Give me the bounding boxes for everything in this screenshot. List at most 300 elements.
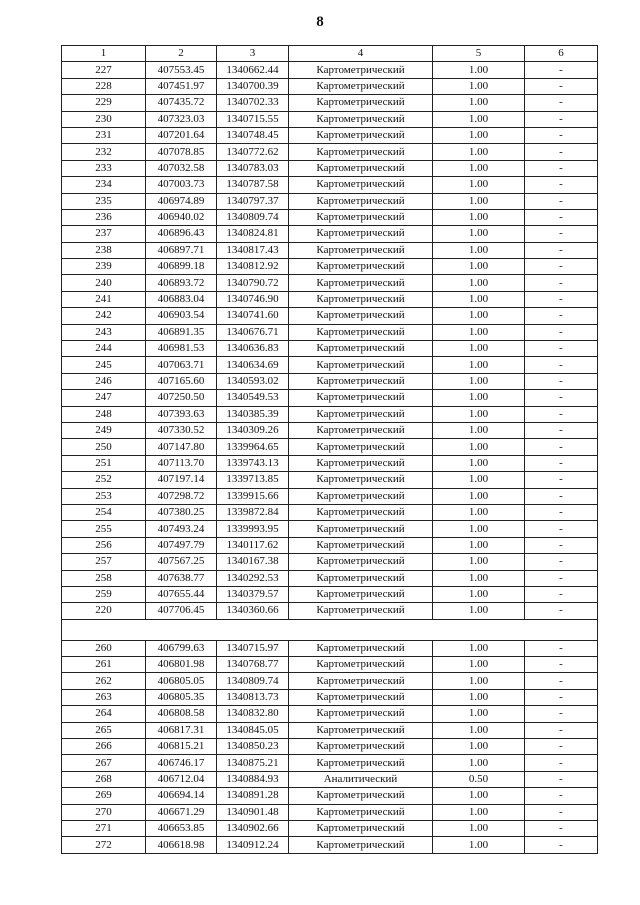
point-number-cell: 272 <box>62 837 146 853</box>
point-number-cell: 243 <box>62 324 146 340</box>
table-row <box>62 177 598 193</box>
table-header <box>62 46 598 62</box>
point-number-cell: 228 <box>62 78 146 94</box>
x-coordinate-cell: 407706.45 <box>146 603 217 619</box>
method-cell: Картометрический <box>289 504 433 520</box>
description-cell: - <box>525 324 598 340</box>
point-number-cell: 229 <box>62 95 146 111</box>
x-coordinate-cell: 407380.25 <box>146 504 217 520</box>
y-coordinate-cell: 1340813.73 <box>217 689 289 705</box>
x-coordinate-cell: 407165.60 <box>146 373 217 389</box>
method-cell: Картометрический <box>289 570 433 586</box>
description-cell: - <box>525 160 598 176</box>
y-coordinate-cell: 1340845.05 <box>217 722 289 738</box>
x-coordinate-cell: 406712.04 <box>146 771 217 787</box>
accuracy-cell: 1.00 <box>433 406 525 422</box>
description-cell: - <box>525 706 598 722</box>
column-header-method: 4 <box>289 46 433 62</box>
point-number-cell: 220 <box>62 603 146 619</box>
accuracy-cell: 1.00 <box>433 144 525 160</box>
method-cell: Картометрический <box>289 373 433 389</box>
method-cell: Картометрический <box>289 722 433 738</box>
accuracy-cell: 1.00 <box>433 673 525 689</box>
table-row <box>62 209 598 225</box>
header-row <box>62 46 598 62</box>
table-row <box>62 837 598 853</box>
table-row <box>62 455 598 471</box>
method-cell: Картометрический <box>289 357 433 373</box>
accuracy-cell: 1.00 <box>433 586 525 602</box>
x-coordinate-cell: 407197.14 <box>146 472 217 488</box>
y-coordinate-cell: 1340912.24 <box>217 837 289 853</box>
point-number-cell: 255 <box>62 521 146 537</box>
accuracy-cell: 0.50 <box>433 771 525 787</box>
point-number-cell: 269 <box>62 788 146 804</box>
method-cell: Картометрический <box>289 603 433 619</box>
point-number-cell: 263 <box>62 689 146 705</box>
x-coordinate-cell: 407393.63 <box>146 406 217 422</box>
accuracy-cell: 1.00 <box>433 739 525 755</box>
method-cell: Картометрический <box>289 275 433 291</box>
method-cell: Картометрический <box>289 177 433 193</box>
table-row <box>62 472 598 488</box>
table-row <box>62 160 598 176</box>
description-cell: - <box>525 308 598 324</box>
method-cell: Картометрический <box>289 390 433 406</box>
method-cell: Картометрический <box>289 837 433 853</box>
method-cell: Картометрический <box>289 706 433 722</box>
table-row <box>62 771 598 787</box>
x-coordinate-cell: 407638.77 <box>146 570 217 586</box>
point-number-cell: 256 <box>62 537 146 553</box>
accuracy-cell: 1.00 <box>433 390 525 406</box>
description-cell: - <box>525 357 598 373</box>
description-cell: - <box>525 341 598 357</box>
table-row <box>62 804 598 820</box>
table-row <box>62 739 598 755</box>
y-coordinate-cell: 1340748.45 <box>217 127 289 143</box>
table-row <box>62 226 598 242</box>
accuracy-cell: 1.00 <box>433 95 525 111</box>
column-header-description: 6 <box>525 46 598 62</box>
description-cell: - <box>525 504 598 520</box>
point-number-cell: 227 <box>62 62 146 78</box>
accuracy-cell: 1.00 <box>433 177 525 193</box>
description-cell: - <box>525 657 598 673</box>
table-row <box>62 657 598 673</box>
section-separator-cell <box>62 619 598 640</box>
table-row <box>62 586 598 602</box>
x-coordinate-cell: 406815.21 <box>146 739 217 755</box>
description-cell: - <box>525 226 598 242</box>
point-number-cell: 247 <box>62 390 146 406</box>
accuracy-cell: 1.00 <box>433 193 525 209</box>
column-header-x-coordinate: 2 <box>146 46 217 62</box>
x-coordinate-cell: 407113.70 <box>146 455 217 471</box>
method-cell: Картометрический <box>289 111 433 127</box>
point-number-cell: 244 <box>62 341 146 357</box>
y-coordinate-cell: 1340884.93 <box>217 771 289 787</box>
table-row <box>62 554 598 570</box>
method-cell: Картометрический <box>289 554 433 570</box>
accuracy-cell: 1.00 <box>433 657 525 673</box>
y-coordinate-cell: 1340817.43 <box>217 242 289 258</box>
description-cell: - <box>525 127 598 143</box>
point-number-cell: 246 <box>62 373 146 389</box>
description-cell: - <box>525 111 598 127</box>
table-row <box>62 95 598 111</box>
y-coordinate-cell: 1340715.55 <box>217 111 289 127</box>
y-coordinate-cell: 1339743.13 <box>217 455 289 471</box>
y-coordinate-cell: 1340797.37 <box>217 193 289 209</box>
method-cell: Картометрический <box>289 804 433 820</box>
y-coordinate-cell: 1340812.92 <box>217 259 289 275</box>
method-cell: Картометрический <box>289 455 433 471</box>
table-row <box>62 706 598 722</box>
y-coordinate-cell: 1340700.39 <box>217 78 289 94</box>
x-coordinate-cell: 406981.53 <box>146 341 217 357</box>
y-coordinate-cell: 1340385.39 <box>217 406 289 422</box>
method-cell: Картометрический <box>289 673 433 689</box>
description-cell: - <box>525 242 598 258</box>
accuracy-cell: 1.00 <box>433 788 525 804</box>
x-coordinate-cell: 407003.73 <box>146 177 217 193</box>
table-body <box>62 62 598 853</box>
accuracy-cell: 1.00 <box>433 127 525 143</box>
table-row <box>62 488 598 504</box>
accuracy-cell: 1.00 <box>433 357 525 373</box>
y-coordinate-cell: 1340875.21 <box>217 755 289 771</box>
description-cell: - <box>525 488 598 504</box>
point-number-cell: 268 <box>62 771 146 787</box>
y-coordinate-cell: 1340746.90 <box>217 291 289 307</box>
y-coordinate-cell: 1340741.60 <box>217 308 289 324</box>
x-coordinate-cell: 407553.45 <box>146 62 217 78</box>
method-cell: Картометрический <box>289 488 433 504</box>
table-row <box>62 127 598 143</box>
point-number-cell: 261 <box>62 657 146 673</box>
y-coordinate-cell: 1340783.03 <box>217 160 289 176</box>
table-row <box>62 537 598 553</box>
table-row <box>62 275 598 291</box>
method-cell: Картометрический <box>289 324 433 340</box>
point-number-cell: 253 <box>62 488 146 504</box>
table-row <box>62 788 598 804</box>
accuracy-cell: 1.00 <box>433 242 525 258</box>
accuracy-cell: 1.00 <box>433 537 525 553</box>
x-coordinate-cell: 406653.85 <box>146 820 217 836</box>
point-number-cell: 245 <box>62 357 146 373</box>
point-number-cell: 265 <box>62 722 146 738</box>
accuracy-cell: 1.00 <box>433 111 525 127</box>
description-cell: - <box>525 554 598 570</box>
method-cell: Аналитический <box>289 771 433 787</box>
point-number-cell: 271 <box>62 820 146 836</box>
description-cell: - <box>525 521 598 537</box>
x-coordinate-cell: 407298.72 <box>146 488 217 504</box>
table-row <box>62 324 598 340</box>
point-number-cell: 240 <box>62 275 146 291</box>
accuracy-cell: 1.00 <box>433 373 525 389</box>
y-coordinate-cell: 1340702.33 <box>217 95 289 111</box>
description-cell: - <box>525 537 598 553</box>
table-row <box>62 357 598 373</box>
point-number-cell: 236 <box>62 209 146 225</box>
method-cell: Картометрический <box>289 689 433 705</box>
table-row <box>62 390 598 406</box>
y-coordinate-cell: 1339872.84 <box>217 504 289 520</box>
y-coordinate-cell: 1340809.74 <box>217 209 289 225</box>
x-coordinate-cell: 407655.44 <box>146 586 217 602</box>
x-coordinate-cell: 406805.05 <box>146 673 217 689</box>
accuracy-cell: 1.00 <box>433 804 525 820</box>
y-coordinate-cell: 1340850.23 <box>217 739 289 755</box>
description-cell: - <box>525 373 598 389</box>
point-number-cell: 233 <box>62 160 146 176</box>
y-coordinate-cell: 1340715.97 <box>217 640 289 656</box>
x-coordinate-cell: 406891.35 <box>146 324 217 340</box>
y-coordinate-cell: 1340292.53 <box>217 570 289 586</box>
y-coordinate-cell: 1340901.48 <box>217 804 289 820</box>
table-row <box>62 406 598 422</box>
coordinates-table <box>61 45 598 854</box>
accuracy-cell: 1.00 <box>433 820 525 836</box>
method-cell: Картометрический <box>289 78 433 94</box>
x-coordinate-cell: 407451.97 <box>146 78 217 94</box>
y-coordinate-cell: 1340636.83 <box>217 341 289 357</box>
x-coordinate-cell: 406817.31 <box>146 722 217 738</box>
accuracy-cell: 1.00 <box>433 706 525 722</box>
table-row <box>62 689 598 705</box>
accuracy-cell: 1.00 <box>433 521 525 537</box>
accuracy-cell: 1.00 <box>433 62 525 78</box>
description-cell: - <box>525 209 598 225</box>
method-cell: Картометрический <box>289 788 433 804</box>
table-row <box>62 373 598 389</box>
method-cell: Картометрический <box>289 521 433 537</box>
x-coordinate-cell: 406805.35 <box>146 689 217 705</box>
accuracy-cell: 1.00 <box>433 504 525 520</box>
method-cell: Картометрический <box>289 242 433 258</box>
accuracy-cell: 1.00 <box>433 570 525 586</box>
x-coordinate-cell: 407147.80 <box>146 439 217 455</box>
accuracy-cell: 1.00 <box>433 439 525 455</box>
y-coordinate-cell: 1340662.44 <box>217 62 289 78</box>
description-cell: - <box>525 755 598 771</box>
method-cell: Картометрический <box>289 259 433 275</box>
accuracy-cell: 1.00 <box>433 722 525 738</box>
table-row <box>62 144 598 160</box>
accuracy-cell: 1.00 <box>433 689 525 705</box>
y-coordinate-cell: 1340593.02 <box>217 373 289 389</box>
x-coordinate-cell: 406746.17 <box>146 755 217 771</box>
x-coordinate-cell: 406940.02 <box>146 209 217 225</box>
point-number-cell: 264 <box>62 706 146 722</box>
table-row <box>62 673 598 689</box>
description-cell: - <box>525 390 598 406</box>
accuracy-cell: 1.00 <box>433 755 525 771</box>
point-number-cell: 248 <box>62 406 146 422</box>
point-number-cell: 234 <box>62 177 146 193</box>
y-coordinate-cell: 1340360.66 <box>217 603 289 619</box>
description-cell: - <box>525 259 598 275</box>
accuracy-cell: 1.00 <box>433 209 525 225</box>
y-coordinate-cell: 1340772.62 <box>217 144 289 160</box>
y-coordinate-cell: 1340824.81 <box>217 226 289 242</box>
y-coordinate-cell: 1340379.57 <box>217 586 289 602</box>
y-coordinate-cell: 1340634.69 <box>217 357 289 373</box>
accuracy-cell: 1.00 <box>433 455 525 471</box>
table-row <box>62 111 598 127</box>
x-coordinate-cell: 406893.72 <box>146 275 217 291</box>
table-row <box>62 422 598 438</box>
accuracy-cell: 1.00 <box>433 259 525 275</box>
point-number-cell: 260 <box>62 640 146 656</box>
x-coordinate-cell: 406801.98 <box>146 657 217 673</box>
description-cell: - <box>525 689 598 705</box>
y-coordinate-cell: 1340549.53 <box>217 390 289 406</box>
x-coordinate-cell: 406897.71 <box>146 242 217 258</box>
description-cell: - <box>525 804 598 820</box>
description-cell: - <box>525 144 598 160</box>
description-cell: - <box>525 275 598 291</box>
description-cell: - <box>525 771 598 787</box>
description-cell: - <box>525 95 598 111</box>
y-coordinate-cell: 1340167.38 <box>217 554 289 570</box>
point-number-cell: 252 <box>62 472 146 488</box>
table-row <box>62 308 598 324</box>
column-header-y-coordinate: 3 <box>217 46 289 62</box>
description-cell: - <box>525 586 598 602</box>
accuracy-cell: 1.00 <box>433 472 525 488</box>
point-number-cell: 262 <box>62 673 146 689</box>
method-cell: Картометрический <box>289 160 433 176</box>
table-row <box>62 640 598 656</box>
accuracy-cell: 1.00 <box>433 640 525 656</box>
x-coordinate-cell: 407032.58 <box>146 160 217 176</box>
accuracy-cell: 1.00 <box>433 422 525 438</box>
method-cell: Картометрический <box>289 755 433 771</box>
point-number-cell: 238 <box>62 242 146 258</box>
method-cell: Картометрический <box>289 820 433 836</box>
description-cell: - <box>525 193 598 209</box>
accuracy-cell: 1.00 <box>433 324 525 340</box>
description-cell: - <box>525 439 598 455</box>
point-number-cell: 230 <box>62 111 146 127</box>
x-coordinate-cell: 406903.54 <box>146 308 217 324</box>
x-coordinate-cell: 406899.18 <box>146 259 217 275</box>
description-cell: - <box>525 455 598 471</box>
accuracy-cell: 1.00 <box>433 78 525 94</box>
y-coordinate-cell: 1339915.66 <box>217 488 289 504</box>
table-row <box>62 504 598 520</box>
table-row <box>62 193 598 209</box>
point-number-cell: 254 <box>62 504 146 520</box>
method-cell: Картометрический <box>289 62 433 78</box>
table-row <box>62 570 598 586</box>
x-coordinate-cell: 406883.04 <box>146 291 217 307</box>
x-coordinate-cell: 406808.58 <box>146 706 217 722</box>
table-row <box>62 62 598 78</box>
method-cell: Картометрический <box>289 537 433 553</box>
description-cell: - <box>525 62 598 78</box>
table-row <box>62 259 598 275</box>
y-coordinate-cell: 1340891.28 <box>217 788 289 804</box>
description-cell: - <box>525 603 598 619</box>
y-coordinate-cell: 1339993.95 <box>217 521 289 537</box>
x-coordinate-cell: 407435.72 <box>146 95 217 111</box>
x-coordinate-cell: 407497.79 <box>146 537 217 553</box>
table-row <box>62 755 598 771</box>
x-coordinate-cell: 406671.29 <box>146 804 217 820</box>
x-coordinate-cell: 406799.63 <box>146 640 217 656</box>
method-cell: Картометрический <box>289 95 433 111</box>
method-cell: Картометрический <box>289 439 433 455</box>
x-coordinate-cell: 406694.14 <box>146 788 217 804</box>
x-coordinate-cell: 407330.52 <box>146 422 217 438</box>
x-coordinate-cell: 406974.89 <box>146 193 217 209</box>
table-row <box>62 78 598 94</box>
x-coordinate-cell: 406896.43 <box>146 226 217 242</box>
description-cell: - <box>525 406 598 422</box>
method-cell: Картометрический <box>289 739 433 755</box>
point-number-cell: 257 <box>62 554 146 570</box>
point-number-cell: 231 <box>62 127 146 143</box>
y-coordinate-cell: 1340832.80 <box>217 706 289 722</box>
x-coordinate-cell: 407078.85 <box>146 144 217 160</box>
table-row <box>62 439 598 455</box>
description-cell: - <box>525 640 598 656</box>
accuracy-cell: 1.00 <box>433 308 525 324</box>
y-coordinate-cell: 1339964.65 <box>217 439 289 455</box>
y-coordinate-cell: 1340790.72 <box>217 275 289 291</box>
method-cell: Картометрический <box>289 144 433 160</box>
method-cell: Картометрический <box>289 226 433 242</box>
accuracy-cell: 1.00 <box>433 603 525 619</box>
point-number-cell: 259 <box>62 586 146 602</box>
point-number-cell: 237 <box>62 226 146 242</box>
y-coordinate-cell: 1340902.66 <box>217 820 289 836</box>
table-row <box>62 820 598 836</box>
description-cell: - <box>525 472 598 488</box>
description-cell: - <box>525 291 598 307</box>
accuracy-cell: 1.00 <box>433 554 525 570</box>
description-cell: - <box>525 570 598 586</box>
accuracy-cell: 1.00 <box>433 341 525 357</box>
point-number-cell: 241 <box>62 291 146 307</box>
method-cell: Картометрический <box>289 406 433 422</box>
x-coordinate-cell: 406618.98 <box>146 837 217 853</box>
method-cell: Картометрический <box>289 422 433 438</box>
method-cell: Картометрический <box>289 586 433 602</box>
description-cell: - <box>525 422 598 438</box>
point-number-cell: 242 <box>62 308 146 324</box>
y-coordinate-cell: 1340676.71 <box>217 324 289 340</box>
method-cell: Картометрический <box>289 657 433 673</box>
point-number-cell: 251 <box>62 455 146 471</box>
x-coordinate-cell: 407567.25 <box>146 554 217 570</box>
x-coordinate-cell: 407063.71 <box>146 357 217 373</box>
method-cell: Картометрический <box>289 193 433 209</box>
description-cell: - <box>525 673 598 689</box>
accuracy-cell: 1.00 <box>433 837 525 853</box>
point-number-cell: 239 <box>62 259 146 275</box>
point-number-cell: 267 <box>62 755 146 771</box>
y-coordinate-cell: 1339713.85 <box>217 472 289 488</box>
y-coordinate-cell: 1340117.62 <box>217 537 289 553</box>
table-row <box>62 722 598 738</box>
x-coordinate-cell: 407323.03 <box>146 111 217 127</box>
